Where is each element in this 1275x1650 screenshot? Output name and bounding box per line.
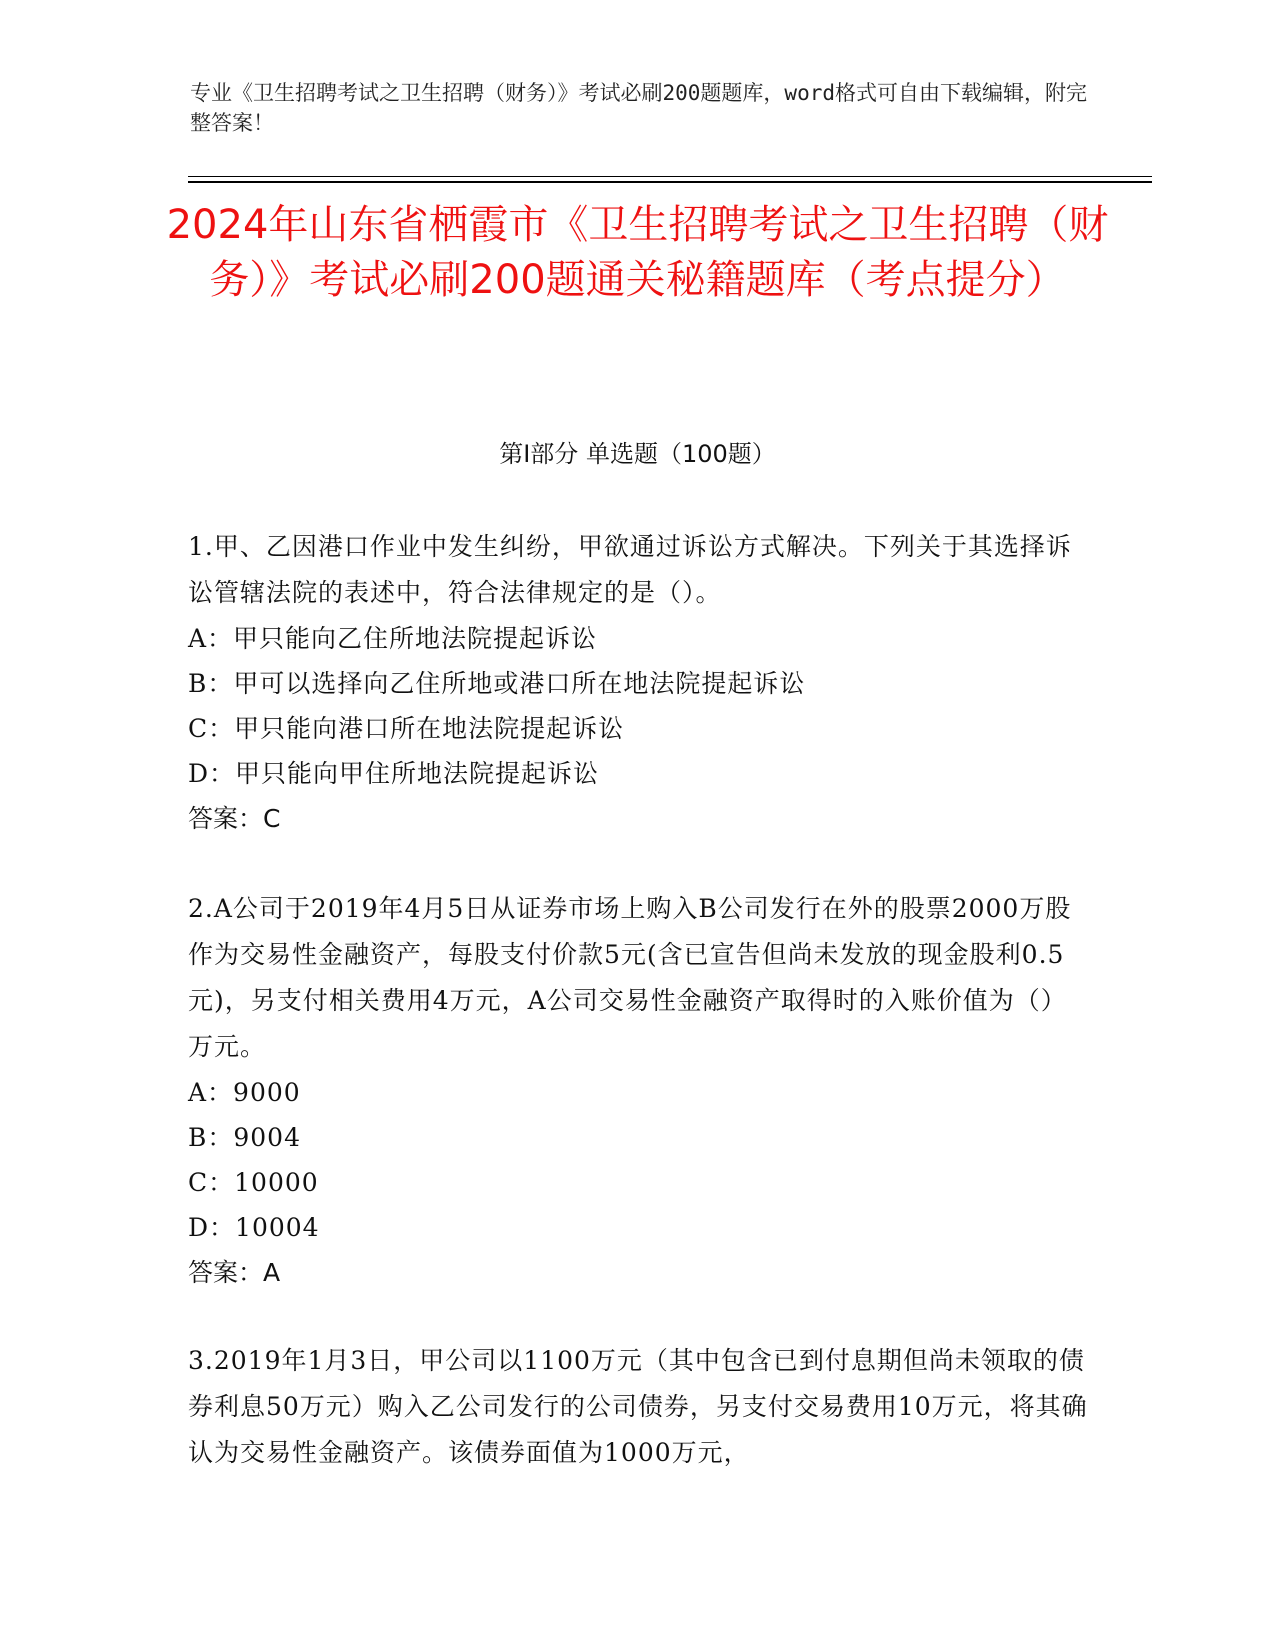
question-stem: 2.A公司于2019年4月5日从证券市场上购入B公司发行在外的股票2000万股作为交易性金融资产，每股支付价款5元(含已宣告但尚未发放的现金股利0.5元)，另支付相关费用4万元，A公司交易性金融资产取得时的入账价值为（）万元。 — [188, 894, 1072, 1061]
option-a: A：甲只能向乙住所地法院提起诉讼 — [188, 624, 598, 653]
question-2 — [188, 886, 1088, 1296]
header-note: 专业《卫生招聘考试之卫生招聘（财务）》考试必刷200题题库，word格式可自由下载编辑，附完整答案！ — [190, 81, 1087, 135]
answer: 答案：A — [188, 1258, 281, 1287]
section-heading: 第Ⅰ部分 单选题（100题） — [499, 440, 776, 468]
header-divider-thin — [188, 176, 1152, 177]
option-b: B：甲可以选择向乙住所地或港口所在地法院提起诉讼 — [188, 669, 806, 698]
option-b: B：9004 — [188, 1123, 301, 1152]
option-c: C：10000 — [188, 1168, 319, 1197]
option-d: D：10004 — [188, 1213, 320, 1242]
answer: 答案：C — [188, 804, 281, 833]
option-d: D：甲只能向甲住所地法院提起诉讼 — [188, 759, 600, 788]
question-3 — [188, 1338, 1088, 1476]
question-stem: 1.甲、乙因港口作业中发生纠纷，甲欲通过诉讼方式解决。下列关于其选择诉讼管辖法院的表述中，符合法律规定的是（）。 — [188, 532, 1072, 607]
option-c: C：甲只能向港口所在地法院提起诉讼 — [188, 714, 625, 743]
question-stem: 3.2019年1月3日，甲公司以1100万元（其中包含已到付息期但尚未领取的债券利息50万元）购入乙公司发行的公司债券，另支付交易费用10万元，将其确认为交易性金融资产。该债券面值为1000万元， — [188, 1346, 1088, 1467]
document-title: 2024年山东省栖霞市《卫生招聘考试之卫生招聘（财务）》考试必刷200题通关秘籍题库（考点提分） — [166, 202, 1109, 303]
option-a: A：9000 — [188, 1078, 301, 1107]
question-1 — [188, 524, 1088, 842]
header-divider-thick — [188, 181, 1152, 183]
